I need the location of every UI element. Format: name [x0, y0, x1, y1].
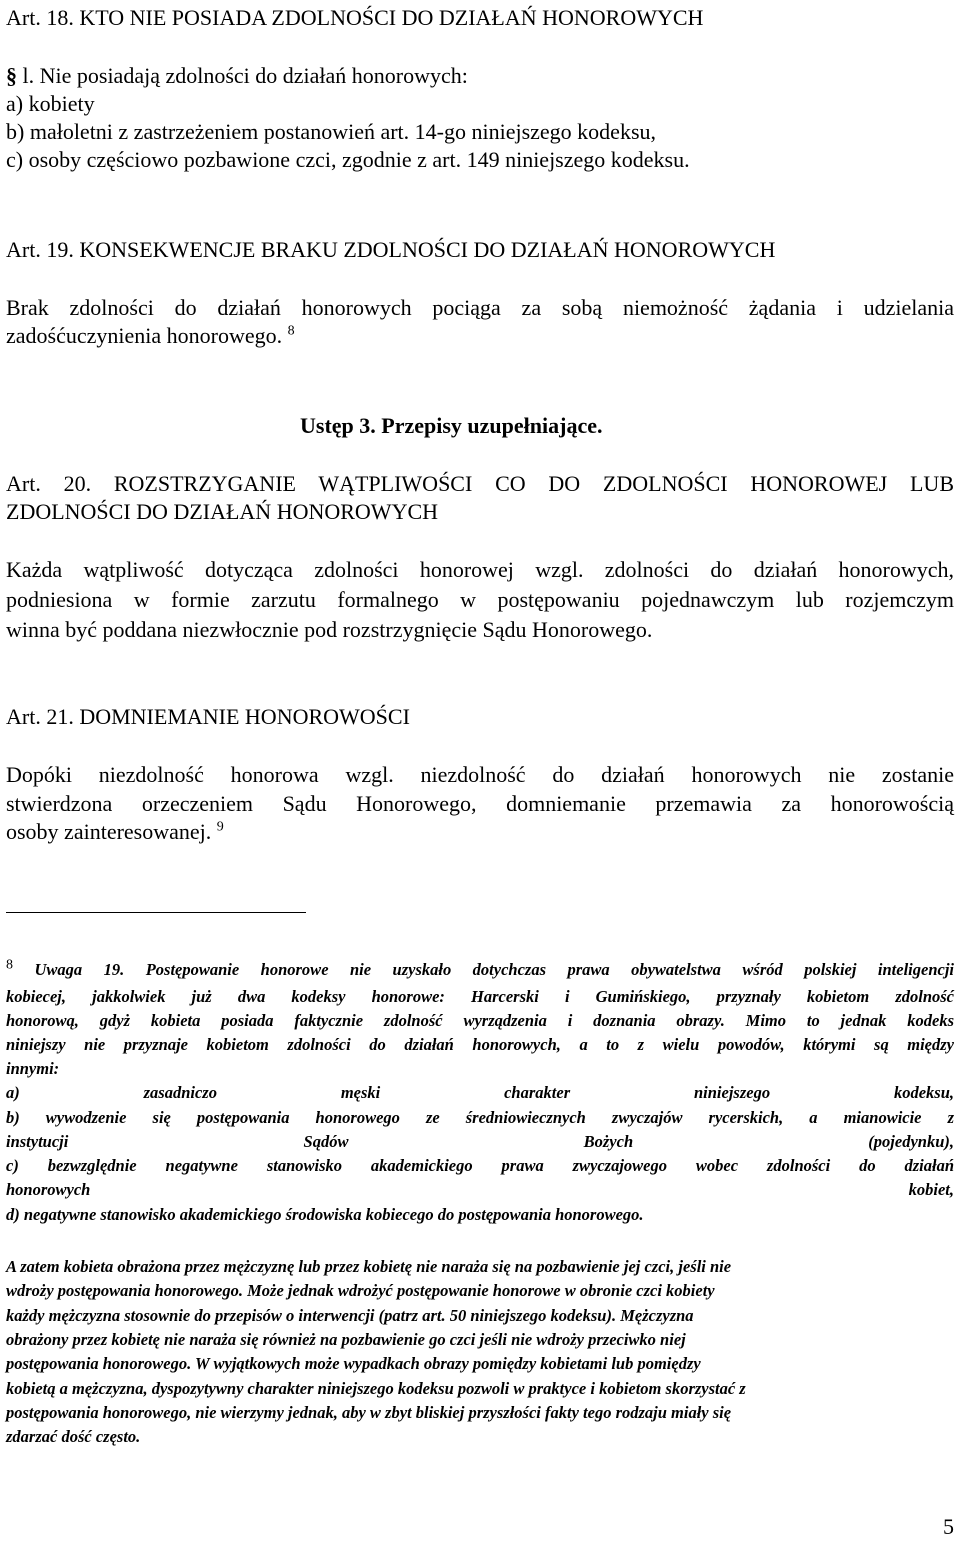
art21-text-line2: stwierdzona orzeczeniem Sądu Honorowego, domniemanie przemawia za honorowością — [6, 791, 954, 816]
footnote-8-item-a: a) zasadniczo męski charakter niniejszego kodeksu, — [6, 1083, 954, 1102]
footnote-8-para2-line8: zdarzać dość często. — [6, 1427, 141, 1446]
footnote-8-line5: innymi: — [6, 1059, 60, 1078]
art18-item-b: b) małoletni z zastrzeżeniem postanowień art. 14-go niniejszego kodeksu, — [6, 119, 657, 144]
art21-heading: Art. 21. DOMNIEMANIE HONOROWOŚCI — [6, 704, 410, 729]
art20-text-line3: winna być poddana niezwłocznie pod rozstrzygnięcie Sądu Honorowego. — [6, 617, 653, 642]
art21-text-line1: Dopóki niezdolność honorowa wzgl. niezdolność do działań honorowych nie zostanie — [6, 762, 954, 787]
footnote-8-label: Uwaga 19. — [34, 960, 125, 979]
art18-intro — [6, 62, 468, 90]
footnote-8-item-c: c) bezwzględnie negatywne stanowisko akademickiego prawa zwyczajowego wobec zdolności do działań — [6, 1156, 954, 1175]
footnote-8-line1-text: Postępowanie honorowe nie uzyskało dotychczas prawa obywatelstwa wśród polskiej inteligencji — [124, 960, 954, 979]
footnote-8-line1 — [6, 958, 954, 982]
art21-text-line3 — [6, 818, 224, 846]
footnote-8-para2-line4: obrażony przez kobietę nie naraża się również na pozbawienie go czci jeśli nie wdroży przeciwko niej — [6, 1330, 686, 1349]
section-title: Ustęp 3. Przepisy uzupełniające. — [300, 413, 603, 438]
footnote-8-line2: kobiecej, jakkolwiek już dwa kodeksy honorowe: Harcerski i Gumińskiego, przyznały kobietom zdolność — [6, 987, 954, 1006]
art19-text-line2 — [6, 322, 295, 350]
footnote-8-line4: niniejszy nie przyznaje kobietom zdolności do działań honorowych, a to z wielu powodów, którymi są między — [6, 1035, 954, 1054]
footnote-8-item-d: d) negatywne stanowisko akademickiego środowiska kobiecego do postępowania honorowego. — [6, 1205, 644, 1224]
footnote-8-item-b: b) wywodzenie się postępowania honorowego ze średniowiecznych zwyczajów rycerskich, a mianowicie z — [6, 1108, 954, 1127]
footnote-8-para2-line2: wdroży postępowania honorowego. Może jednak wdrożyć postępowanie honorowe w obronie czci kobiety — [6, 1281, 715, 1300]
footnote-8-para2-line5: postępowania honorowego. W wyjątkowych może wypadkach obrazy pomiędzy kobietami lub pomiędzy — [6, 1354, 701, 1373]
art20-heading-line1: Art. 20. ROZSTRZYGANIE WĄTPLIWOŚCI CO DO ZDOLNOŚCI HONOROWEJ LUB — [6, 471, 954, 496]
footnote-8-number: 8 — [6, 957, 13, 973]
art19-text-line2-content: zadośćuczynienia honorowego. — [6, 323, 283, 348]
paragraph-sign: § — [6, 63, 17, 88]
art18-heading: Art. 18. KTO NIE POSIADA ZDOLNOŚCI DO DZIAŁAŃ HONOROWYCH — [6, 5, 704, 30]
art21-text-line3-content: osoby zainteresowanej. — [6, 819, 212, 844]
footnote-8-item-c-cont: honorowych kobiet, — [6, 1180, 954, 1199]
art19-heading: Art. 19. KONSEKWENCJE BRAKU ZDOLNOŚCI DO DZIAŁAŃ HONOROWYCH — [6, 237, 776, 262]
art18-intro-text: l. Nie posiadają zdolności do działań honorowych: — [17, 63, 468, 88]
footnote-8-para2-line7: postępowania honorowego, nie wierzymy jednak, aby w zbyt bliskiej przyszłości fakty tego rodzaju miały się — [6, 1403, 732, 1422]
footnote-ref-9[interactable]: 9 — [216, 819, 224, 835]
art20-text-line1: Każda wątpliwość dotycząca zdolności honorowej wzgl. zdolności do działań honorowych, — [6, 557, 954, 582]
footnote-ref-8[interactable]: 8 — [287, 323, 295, 339]
art19-text-line1: Brak zdolności do działań honorowych pociąga za sobą niemożność żądania i udzielania — [6, 295, 954, 320]
art20-text-line2: podniesiona w formie zarzutu formalnego w postępowaniu pojednawczym lub rozjemczym — [6, 587, 954, 612]
page-number: 5 — [943, 1514, 954, 1539]
footnote-8-item-b-cont: instytucji Sądów Bożych (pojedynku), — [6, 1132, 954, 1151]
footnote-8-para2-line3: każdy mężczyzna stosownie do przepisów o interwencji (patrz art. 50 niniejszego kodeksu). Mężczyzna — [6, 1306, 694, 1325]
footnote-separator — [6, 912, 306, 913]
art18-item-a: a) kobiety — [6, 91, 95, 116]
art20-heading-line2: ZDOLNOŚCI DO DZIAŁAŃ HONOROWYCH — [6, 499, 439, 524]
art18-item-c: c) osoby częściowo pozbawione czci, zgodnie z art. 149 niniejszego kodeksu. — [6, 147, 690, 172]
footnote-8-para2-line6: kobietą a mężczyzna, dyspozytywny charakter niniejszego kodeksu pozwoli w praktyce i kobietom skorzystać z — [6, 1379, 746, 1398]
footnote-8-line3: honorową, gdyż kobieta posiada faktycznie zdolność wyrządzenia i doznania obrazy. Mimo to jednak kodeks — [6, 1011, 954, 1030]
footnote-8-para2-line1: A zatem kobieta obrażona przez mężczyznę lub przez kobietę nie naraża się na pozbawienie jej czci, jeśli nie — [6, 1257, 732, 1276]
